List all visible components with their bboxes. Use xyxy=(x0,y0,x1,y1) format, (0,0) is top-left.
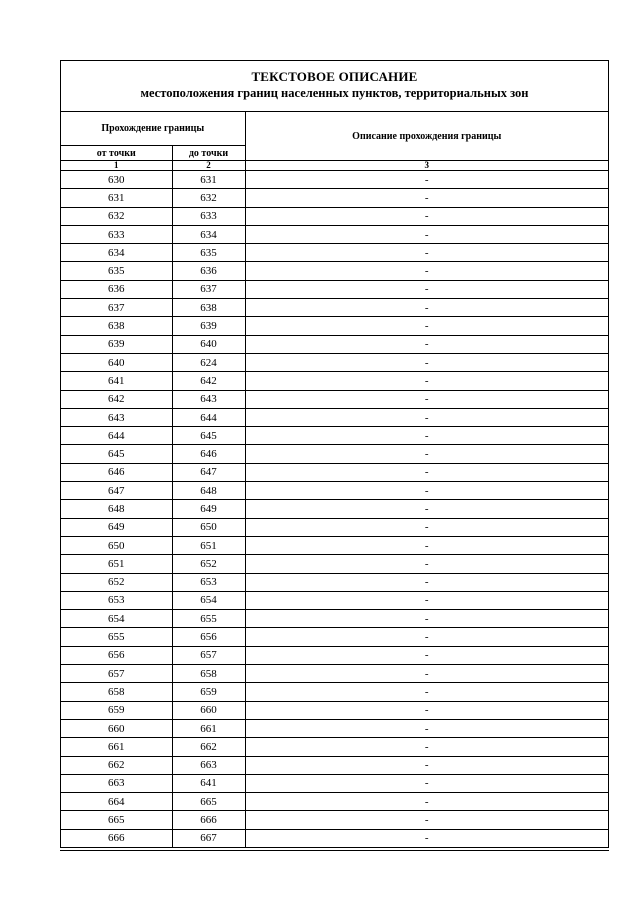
cell-description: - xyxy=(245,427,608,445)
table-row xyxy=(61,610,608,628)
cell-from-point: 650 xyxy=(61,536,172,554)
cell-to-point: 641 xyxy=(172,774,245,792)
table-row xyxy=(61,591,608,609)
cell-description: - xyxy=(245,646,608,664)
table-row xyxy=(61,372,608,390)
cell-description: - xyxy=(245,555,608,573)
cell-description: - xyxy=(245,408,608,426)
table-row xyxy=(61,573,608,591)
cell-to-point: 648 xyxy=(172,482,245,500)
table-row xyxy=(61,427,608,445)
cell-description: - xyxy=(245,225,608,243)
cell-to-point: 656 xyxy=(172,628,245,646)
cell-to-point: 653 xyxy=(172,573,245,591)
cell-to-point: 634 xyxy=(172,225,245,243)
table-row xyxy=(61,811,608,829)
cell-to-point: 647 xyxy=(172,463,245,481)
cell-from-point: 633 xyxy=(61,225,172,243)
document-subtitle: местоположения границ населенных пунктов, территориальных зон xyxy=(140,86,529,100)
cell-description: - xyxy=(245,811,608,829)
cell-to-point: 651 xyxy=(172,536,245,554)
table-row xyxy=(61,646,608,664)
cell-to-point: 655 xyxy=(172,610,245,628)
cell-to-point: 665 xyxy=(172,793,245,811)
cell-to-point: 667 xyxy=(172,829,245,847)
cell-description: - xyxy=(245,518,608,536)
cell-from-point: 661 xyxy=(61,738,172,756)
cell-from-point: 651 xyxy=(61,555,172,573)
table-row xyxy=(61,555,608,573)
cell-description: - xyxy=(245,482,608,500)
cell-to-point: 639 xyxy=(172,317,245,335)
cell-to-point: 652 xyxy=(172,555,245,573)
cell-from-point: 663 xyxy=(61,774,172,792)
table-row xyxy=(61,756,608,774)
cell-to-point: 660 xyxy=(172,701,245,719)
table-row xyxy=(61,518,608,536)
table-row xyxy=(61,793,608,811)
cell-from-point: 652 xyxy=(61,573,172,591)
cell-to-point: 633 xyxy=(172,207,245,225)
cell-from-point: 657 xyxy=(61,665,172,683)
cell-description: - xyxy=(245,701,608,719)
table-row xyxy=(61,207,608,225)
table-row xyxy=(61,482,608,500)
cell-to-point: 635 xyxy=(172,244,245,262)
cell-description: - xyxy=(245,299,608,317)
header-to: до точки xyxy=(172,146,245,161)
table-row xyxy=(61,536,608,554)
table-row xyxy=(61,390,608,408)
table-row xyxy=(61,244,608,262)
cell-from-point: 645 xyxy=(61,445,172,463)
cell-to-point: 646 xyxy=(172,445,245,463)
table-row xyxy=(61,628,608,646)
cell-to-point: 662 xyxy=(172,738,245,756)
cell-from-point: 654 xyxy=(61,610,172,628)
cell-to-point: 637 xyxy=(172,280,245,298)
cell-to-point: 657 xyxy=(172,646,245,664)
cell-from-point: 635 xyxy=(61,262,172,280)
cell-from-point: 659 xyxy=(61,701,172,719)
table-row xyxy=(61,463,608,481)
cell-from-point: 642 xyxy=(61,390,172,408)
document-title: ТЕКСТОВОЕ ОПИСАНИЕ xyxy=(251,69,418,84)
cell-to-point: 624 xyxy=(172,353,245,371)
cell-to-point: 640 xyxy=(172,335,245,353)
cell-description: - xyxy=(245,390,608,408)
cell-description: - xyxy=(245,171,608,189)
header-description: Описание прохождения границы xyxy=(245,112,608,161)
cell-description: - xyxy=(245,207,608,225)
table-row xyxy=(61,335,608,353)
cell-to-point: 650 xyxy=(172,518,245,536)
cell-from-point: 665 xyxy=(61,811,172,829)
table-row xyxy=(61,408,608,426)
cell-description: - xyxy=(245,280,608,298)
boundary-table xyxy=(61,111,608,847)
cell-from-point: 634 xyxy=(61,244,172,262)
cell-description: - xyxy=(245,591,608,609)
cell-description: - xyxy=(245,683,608,701)
cell-to-point: 638 xyxy=(172,299,245,317)
cell-description: - xyxy=(245,445,608,463)
cell-description: - xyxy=(245,573,608,591)
cell-to-point: 636 xyxy=(172,262,245,280)
cell-from-point: 637 xyxy=(61,299,172,317)
cell-from-point: 648 xyxy=(61,500,172,518)
cell-from-point: 656 xyxy=(61,646,172,664)
cell-from-point: 638 xyxy=(61,317,172,335)
cell-description: - xyxy=(245,610,608,628)
cell-to-point: 666 xyxy=(172,811,245,829)
table-row xyxy=(61,262,608,280)
table-row xyxy=(61,500,608,518)
cell-to-point: 661 xyxy=(172,719,245,737)
header-passage: Прохождение границы xyxy=(61,112,245,146)
cell-to-point: 654 xyxy=(172,591,245,609)
table-row xyxy=(61,171,608,189)
cell-description: - xyxy=(245,335,608,353)
table-row xyxy=(61,774,608,792)
cell-from-point: 649 xyxy=(61,518,172,536)
cell-to-point: 649 xyxy=(172,500,245,518)
cell-description: - xyxy=(245,829,608,847)
column-number-2: 2 xyxy=(172,161,245,171)
cell-description: - xyxy=(245,536,608,554)
cell-description: - xyxy=(245,793,608,811)
cell-from-point: 636 xyxy=(61,280,172,298)
table-row xyxy=(61,189,608,207)
table-row xyxy=(61,317,608,335)
cell-description: - xyxy=(245,738,608,756)
header-from: от точки xyxy=(61,146,172,161)
table-row xyxy=(61,280,608,298)
table-row xyxy=(61,665,608,683)
table-row xyxy=(61,829,608,847)
cell-description: - xyxy=(245,665,608,683)
cell-to-point: 663 xyxy=(172,756,245,774)
cell-from-point: 653 xyxy=(61,591,172,609)
cell-to-point: 658 xyxy=(172,665,245,683)
cell-description: - xyxy=(245,463,608,481)
cell-description: - xyxy=(245,317,608,335)
cell-from-point: 644 xyxy=(61,427,172,445)
cell-from-point: 646 xyxy=(61,463,172,481)
cell-description: - xyxy=(245,353,608,371)
cell-from-point: 630 xyxy=(61,171,172,189)
cell-from-point: 666 xyxy=(61,829,172,847)
cell-from-point: 655 xyxy=(61,628,172,646)
table-row xyxy=(61,445,608,463)
cell-from-point: 631 xyxy=(61,189,172,207)
cell-from-point: 632 xyxy=(61,207,172,225)
cell-description: - xyxy=(245,372,608,390)
table-row xyxy=(61,719,608,737)
cell-to-point: 642 xyxy=(172,372,245,390)
frame-bottom-rule xyxy=(60,850,609,851)
cell-from-point: 641 xyxy=(61,372,172,390)
cell-from-point: 664 xyxy=(61,793,172,811)
column-number-3: 3 xyxy=(245,161,608,171)
cell-from-point: 658 xyxy=(61,683,172,701)
cell-to-point: 659 xyxy=(172,683,245,701)
cell-description: - xyxy=(245,756,608,774)
cell-description: - xyxy=(245,500,608,518)
cell-description: - xyxy=(245,774,608,792)
table-body xyxy=(61,171,608,847)
cell-description: - xyxy=(245,628,608,646)
cell-from-point: 660 xyxy=(61,719,172,737)
cell-to-point: 643 xyxy=(172,390,245,408)
cell-from-point: 662 xyxy=(61,756,172,774)
cell-to-point: 631 xyxy=(172,171,245,189)
cell-to-point: 645 xyxy=(172,427,245,445)
table-row xyxy=(61,225,608,243)
cell-description: - xyxy=(245,189,608,207)
cell-from-point: 639 xyxy=(61,335,172,353)
title-block xyxy=(61,61,608,111)
table-row xyxy=(61,353,608,371)
column-number-1: 1 xyxy=(61,161,172,171)
table-row xyxy=(61,738,608,756)
table-row xyxy=(61,299,608,317)
table-row xyxy=(61,701,608,719)
cell-from-point: 643 xyxy=(61,408,172,426)
cell-description: - xyxy=(245,244,608,262)
cell-description: - xyxy=(245,719,608,737)
table-row xyxy=(61,683,608,701)
cell-from-point: 647 xyxy=(61,482,172,500)
cell-to-point: 632 xyxy=(172,189,245,207)
cell-from-point: 640 xyxy=(61,353,172,371)
document-frame xyxy=(60,60,609,848)
cell-description: - xyxy=(245,262,608,280)
cell-to-point: 644 xyxy=(172,408,245,426)
